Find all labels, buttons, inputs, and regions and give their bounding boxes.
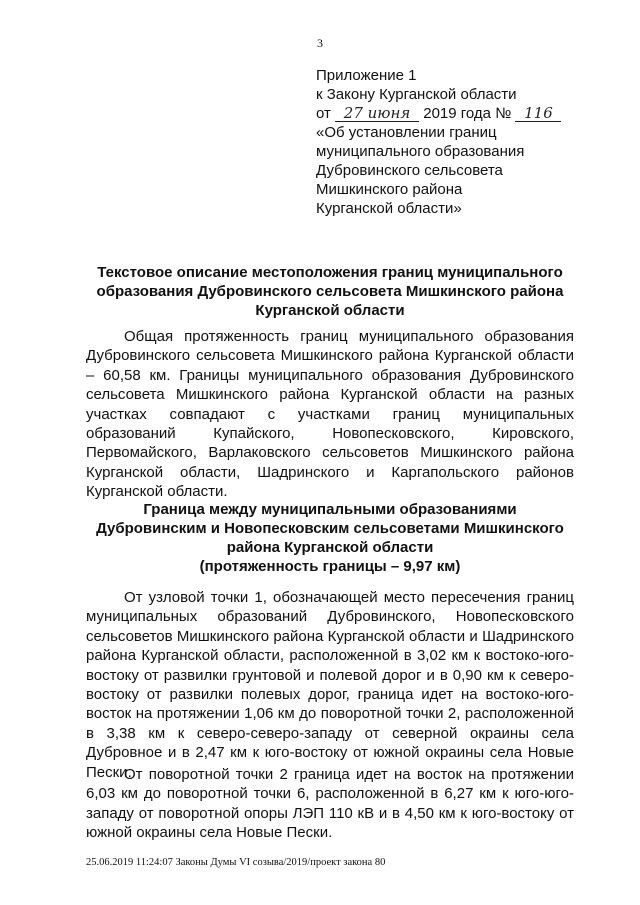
paragraph-point-1: От узловой точки 1, обозначающей место пересечения границ муниципальных образований Дубровинского, Новопесковского сельсоветов Мишкинского района Курганской области и Шадринского района Курганской области, расположенной в 3,02 км к востоко-юго-востоку от развилки грунтовой и полевой дорог и в 0,90 км к северо-востоку от развилки полевых дорог, граница идет на востоко-юго-восток на протяжении 1,06 км до поворотной точки 2, расположенной в 3,38 км к северо-северо-западу от северной окраины села Дубровное и в 2,47 км к юго-востоку от южной окраины села Новые Пески. [86, 589, 574, 781]
appendix-law-title-1: «Об установлении границ [316, 124, 497, 141]
handwritten-date: 27 июня [335, 106, 419, 122]
appendix-law-title-3: Дубровинского сельсовета [316, 162, 503, 179]
appendix-date-prefix: от [316, 105, 331, 122]
appendix-title: Приложение 1 [316, 67, 417, 84]
section-heading-line-1: Граница между муниципальными образованиями [143, 501, 517, 518]
appendix-law-title-4: Мишкинского района [316, 181, 463, 198]
paragraph-total-length: Общая протяженность границ муниципального образования Дубровинского сельсовета Мишкинского района Курганской области – 60,58 км. Границы муниципального образования Дубровинского сельсовета Мишкинского района Курганской области на разных участках совпадают с участками границ муниципальных образований Купайского, Новопесковского, Кировского, Первомайского, Варлаковского сельсоветов Мишкинского района Курганской области, Шадринского и Каргапольского районов Курганской области. [86, 328, 574, 501]
section-heading-line-3: района Курганской области [226, 539, 434, 556]
page-number: 3 [317, 36, 323, 50]
appendix-law-title-5: Курганской области» [316, 200, 462, 217]
document-heading: Текстовое описание местоположения границ муниципального образования Дубровинского сельсовета Мишкинского района Курганской области [96, 264, 564, 319]
handwritten-law-number: 116 [515, 106, 561, 122]
footer-file-path: 25.06.2019 11:24:07 Законы Думы VI созыва/2019/проект закона 80 [86, 857, 386, 868]
appendix-law-ref: к Закону Курганской области [316, 86, 517, 103]
appendix-year: 2019 года № [423, 105, 512, 122]
section-heading-line-4: (протяженность границы – 9,97 км) [199, 558, 461, 575]
section-heading [82, 500, 578, 576]
section-heading-line-2: Дубровинским и Новопесковским сельсоветами Мишкинского [96, 520, 564, 537]
appendix-date-line [316, 104, 616, 123]
appendix-block [316, 66, 616, 218]
appendix-law-title-2: муниципального образования [316, 143, 525, 160]
paragraph-point-2: От поворотной точки 2 граница идет на восток на протяжении 6,03 км до поворотной точки 6, расположенной в 6,27 км к юго-юго-западу от поворотной опоры ЛЭП 110 кВ и в 4,50 км к юго-востоку от южной окраины села Новые Пески. [86, 766, 574, 842]
